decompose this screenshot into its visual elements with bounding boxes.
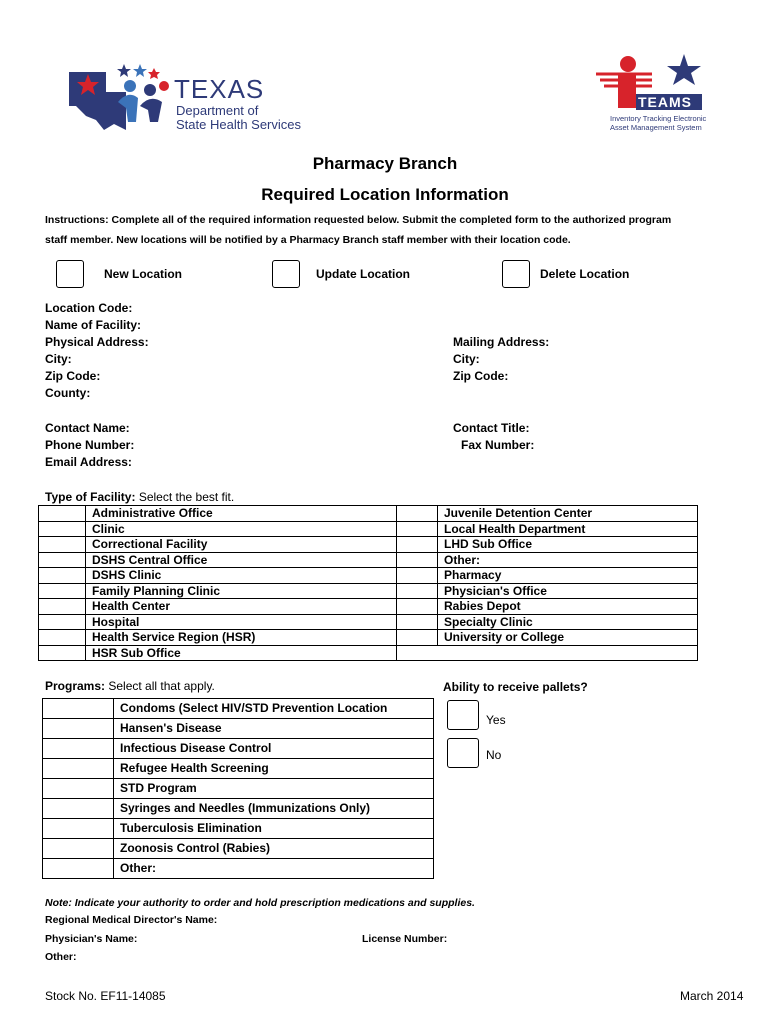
facility-option: Juvenile Detention Center — [438, 506, 698, 522]
facility-option: Pharmacy — [438, 568, 698, 584]
fax-label: Fax Number: — [461, 438, 535, 452]
facility-checkbox[interactable] — [397, 537, 438, 553]
program-option: Syringes and Needles (Immunizations Only) — [114, 799, 434, 819]
facility-checkbox[interactable] — [39, 614, 86, 630]
programs-table — [42, 698, 434, 879]
facility-type-table — [38, 505, 698, 661]
note-text: Note: Indicate your authority to order and hold prescription medications and supplies. — [45, 897, 475, 909]
dshs-texas-word: TEXAS — [174, 74, 265, 104]
delete-location-checkbox[interactable] — [502, 260, 530, 288]
iteams-sub2: Asset Management System — [610, 123, 702, 132]
facility-checkbox[interactable] — [397, 583, 438, 599]
mailing-zip-label: Zip Code: — [453, 369, 509, 383]
new-location-label: New Location — [104, 267, 183, 281]
table-row — [43, 719, 434, 739]
table-row — [43, 779, 434, 799]
iteams-word: TEAMS — [638, 94, 692, 110]
location-code-label: Location Code: — [45, 301, 133, 315]
facility-checkbox[interactable] — [397, 630, 438, 646]
pallets-label: Ability to receive pallets? — [443, 680, 588, 694]
stock-number: Stock No. EF11-14085 — [45, 989, 166, 1003]
facility-option: Family Planning Clinic — [86, 583, 397, 599]
facility-checkbox[interactable] — [39, 506, 86, 522]
physical-address-label: Physical Address: — [45, 335, 149, 349]
facility-option: Other: — [438, 552, 698, 568]
title-line1: Pharmacy Branch — [312, 154, 458, 173]
facility-checkbox[interactable] — [397, 599, 438, 615]
table-row — [43, 799, 434, 819]
facility-checkbox[interactable] — [39, 568, 86, 584]
program-checkbox[interactable] — [43, 699, 114, 719]
instructions-line2: staff member. New locations will be notified by a Pharmacy Branch staff member with their location code. — [45, 234, 571, 246]
table-row — [39, 630, 698, 646]
program-option: Refugee Health Screening — [114, 759, 434, 779]
facility-checkbox[interactable] — [39, 630, 86, 646]
program-option: Infectious Disease Control — [114, 739, 434, 759]
program-option: Zoonosis Control (Rabies) — [114, 839, 434, 859]
facility-option: HSR Sub Office — [86, 645, 397, 661]
update-location-checkbox[interactable] — [272, 260, 300, 288]
facility-option: Correctional Facility — [86, 537, 397, 553]
program-option: Other: — [114, 859, 434, 879]
physician-name-label: Physician's Name: — [45, 933, 138, 945]
facility-checkbox[interactable] — [39, 583, 86, 599]
programs-hint: Select all that apply. — [108, 679, 215, 693]
facility-option: DSHS Central Office — [86, 552, 397, 568]
program-option: STD Program — [114, 779, 434, 799]
facility-option: Specialty Clinic — [438, 614, 698, 630]
program-checkbox[interactable] — [43, 799, 114, 819]
delete-location-label: Delete Location — [540, 267, 630, 281]
facility-checkbox[interactable] — [39, 552, 86, 568]
license-number-label: License Number: — [362, 933, 448, 945]
facility-option: DSHS Clinic — [86, 568, 397, 584]
facility-option: Health Service Region (HSR) — [86, 630, 397, 646]
table-row — [39, 645, 698, 661]
table-row — [43, 699, 434, 719]
facility-option: University or College — [438, 630, 698, 646]
facility-checkbox[interactable] — [397, 521, 438, 537]
table-row — [39, 506, 698, 522]
facility-checkbox[interactable] — [397, 552, 438, 568]
facility-option: Rabies Depot — [438, 599, 698, 615]
program-checkbox[interactable] — [43, 719, 114, 739]
facility-name-label: Name of Facility: — [45, 318, 142, 332]
table-row — [43, 819, 434, 839]
facility-checkbox[interactable] — [39, 599, 86, 615]
phone-label: Phone Number: — [45, 438, 135, 452]
programs-heading — [45, 679, 215, 693]
facility-option: LHD Sub Office — [438, 537, 698, 553]
facility-type-heading — [45, 490, 234, 504]
facility-checkbox[interactable] — [397, 568, 438, 584]
table-row — [39, 583, 698, 599]
facility-type-hint: Select the best fit. — [138, 490, 235, 504]
table-row — [43, 739, 434, 759]
facility-option: Health Center — [86, 599, 397, 615]
iteams-sub1: Inventory Tracking Electronic — [610, 114, 707, 123]
dshs-emblem-icon — [66, 60, 176, 136]
facility-type-label: Type of Facility: — [45, 490, 136, 504]
city-label: City: — [45, 352, 72, 366]
facility-checkbox[interactable] — [397, 614, 438, 630]
mailing-address-label: Mailing Address: — [453, 335, 550, 349]
title-line2: Required Location Information — [261, 185, 509, 204]
dshs-dept-line2: State Health Services — [176, 117, 302, 132]
table-row — [39, 614, 698, 630]
facility-option: Hospital — [86, 614, 397, 630]
form-date: March 2014 — [680, 989, 744, 1003]
table-row — [39, 552, 698, 568]
program-checkbox[interactable] — [43, 859, 114, 879]
dshs-dept-line1: Department of — [176, 103, 259, 118]
facility-checkbox[interactable] — [39, 521, 86, 537]
instructions-line1: Instructions: Complete all of the required information requested below. Submit the completed form to the authorized program — [45, 214, 672, 226]
facility-checkbox[interactable] — [397, 506, 438, 522]
iteams-logo — [592, 52, 712, 136]
contact-title-label: Contact Title: — [453, 421, 530, 435]
table-row — [39, 537, 698, 553]
programs-label: Programs: — [45, 679, 106, 693]
email-label: Email Address: — [45, 455, 132, 469]
program-option: Tuberculosis Elimination — [114, 819, 434, 839]
pallets-yes-checkbox[interactable] — [447, 700, 479, 730]
facility-option: Physician's Office — [438, 583, 698, 599]
new-location-checkbox[interactable] — [56, 260, 84, 288]
mailing-city-label: City: — [453, 352, 480, 366]
program-option: Condoms (Select HIV/STD Prevention Location — [114, 699, 434, 719]
facility-checkbox[interactable] — [39, 645, 86, 661]
table-row — [39, 599, 698, 615]
county-label: County: — [45, 386, 91, 400]
table-row — [43, 839, 434, 859]
program-checkbox[interactable] — [43, 779, 114, 799]
pallets-no-checkbox[interactable] — [447, 738, 479, 768]
table-row — [39, 568, 698, 584]
table-row — [43, 759, 434, 779]
rmd-name-label: Regional Medical Director's Name: — [45, 914, 218, 926]
facility-checkbox[interactable] — [39, 537, 86, 553]
dshs-logo — [66, 60, 306, 136]
zip-label: Zip Code: — [45, 369, 101, 383]
facility-empty-cell — [397, 645, 698, 661]
facility-option: Administrative Office — [86, 506, 397, 522]
table-row — [39, 521, 698, 537]
program-checkbox[interactable] — [43, 739, 114, 759]
program-checkbox[interactable] — [43, 819, 114, 839]
program-checkbox[interactable] — [43, 839, 114, 859]
program-checkbox[interactable] — [43, 759, 114, 779]
table-row — [43, 859, 434, 879]
facility-option: Clinic — [86, 521, 397, 537]
program-option: Hansen's Disease — [114, 719, 434, 739]
pallets-no-label: No — [486, 748, 502, 762]
pallets-yes-label: Yes — [486, 713, 506, 727]
update-location-label: Update Location — [316, 267, 411, 281]
other-authority-label: Other: — [45, 951, 77, 963]
facility-option: Local Health Department — [438, 521, 698, 537]
contact-name-label: Contact Name: — [45, 421, 130, 435]
